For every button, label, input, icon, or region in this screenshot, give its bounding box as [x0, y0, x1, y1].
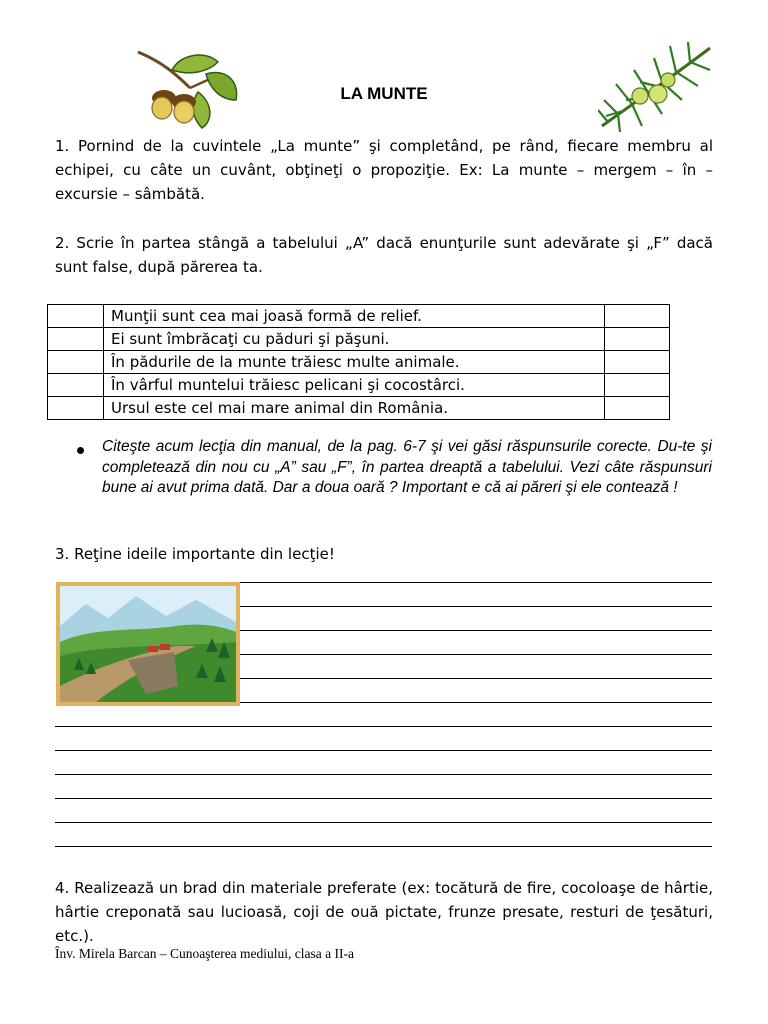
- writing-line[interactable]: [240, 606, 712, 607]
- writing-line[interactable]: [240, 582, 712, 583]
- answer-cell-left[interactable]: [48, 374, 104, 397]
- writing-line[interactable]: [55, 846, 712, 847]
- answer-cell-right[interactable]: [605, 351, 670, 374]
- table-row: [48, 397, 670, 420]
- writing-line[interactable]: [240, 702, 712, 703]
- answer-cell-left[interactable]: [48, 351, 104, 374]
- answer-cell-left[interactable]: [48, 328, 104, 351]
- table-row: [48, 305, 670, 328]
- writing-line[interactable]: [55, 774, 712, 775]
- task-4-text: 4. Realizează un brad din materiale preferate (ex: tocătură de fire, cocoloaşe de hârtie, hârtie creponată sau lucioasă, coji de ouă pictate, frunze presate, resturi de ţesături, etc.).: [55, 879, 713, 945]
- statement-cell: Munţii sunt cea mai joasă formă de relief.: [104, 305, 605, 328]
- answer-cell-right[interactable]: [605, 374, 670, 397]
- footer-credit: Înv. Mirela Barcan – Cunoaşterea mediului, clasa a II-a: [55, 946, 354, 961]
- statement-cell: În pădurile de la munte trăiesc multe animale.: [104, 351, 605, 374]
- table-row: [48, 351, 670, 374]
- writing-line[interactable]: [55, 822, 712, 823]
- table-row: [48, 328, 670, 351]
- bullet-icon: [77, 447, 84, 454]
- writing-line[interactable]: [240, 678, 712, 679]
- writing-line[interactable]: [240, 630, 712, 631]
- instruction-note: Citeşte acum lecţia din manual, de la pag. 6-7 şi vei găsi răspunsurile corecte. Du-te şi completează din nou cu „A” sau „F”, în partea dreaptă a tabelului. Vezi câte răspunsuri bune ai avut prima dată. Dar a doua oară ? Important e că ai păreri şi ele contează !: [102, 438, 712, 496]
- answer-cell-right[interactable]: [605, 305, 670, 328]
- mountain-train-picture: [56, 582, 240, 706]
- true-false-table: [47, 304, 670, 420]
- writing-line[interactable]: [240, 654, 712, 655]
- task-1-text: 1. Pornind de la cuvintele „La munte” şi completând, pe rând, fiecare membru al echipei, cu câte un cuvânt, obţineţi o propoziţie. Ex: La munte – mergem – în – excursie – sâmbătă.: [55, 137, 713, 203]
- answer-cell-left[interactable]: [48, 305, 104, 328]
- statement-cell: Ursul este cel mai mare animal din România.: [104, 397, 605, 420]
- answer-cell-right[interactable]: [605, 397, 670, 420]
- task-2-text: 2. Scrie în partea stângă a tabelului „A” dacă enunţurile sunt adevărate şi „F” dacă sunt false, după părerea ta.: [55, 234, 713, 276]
- answer-cell-right[interactable]: [605, 328, 670, 351]
- writing-line[interactable]: [55, 726, 712, 727]
- table-row: [48, 374, 670, 397]
- statement-cell: În vârful muntelui trăiesc pelicani şi cocostârci.: [104, 374, 605, 397]
- task-3-text: 3. Reţine ideile importante din lecţie!: [55, 545, 335, 563]
- writing-line[interactable]: [55, 750, 712, 751]
- writing-line[interactable]: [55, 798, 712, 799]
- statement-cell: Ei sunt îmbrăcaţi cu păduri şi păşuni.: [104, 328, 605, 351]
- page-title: LA MUNTE: [340, 84, 428, 103]
- answer-cell-left[interactable]: [48, 397, 104, 420]
